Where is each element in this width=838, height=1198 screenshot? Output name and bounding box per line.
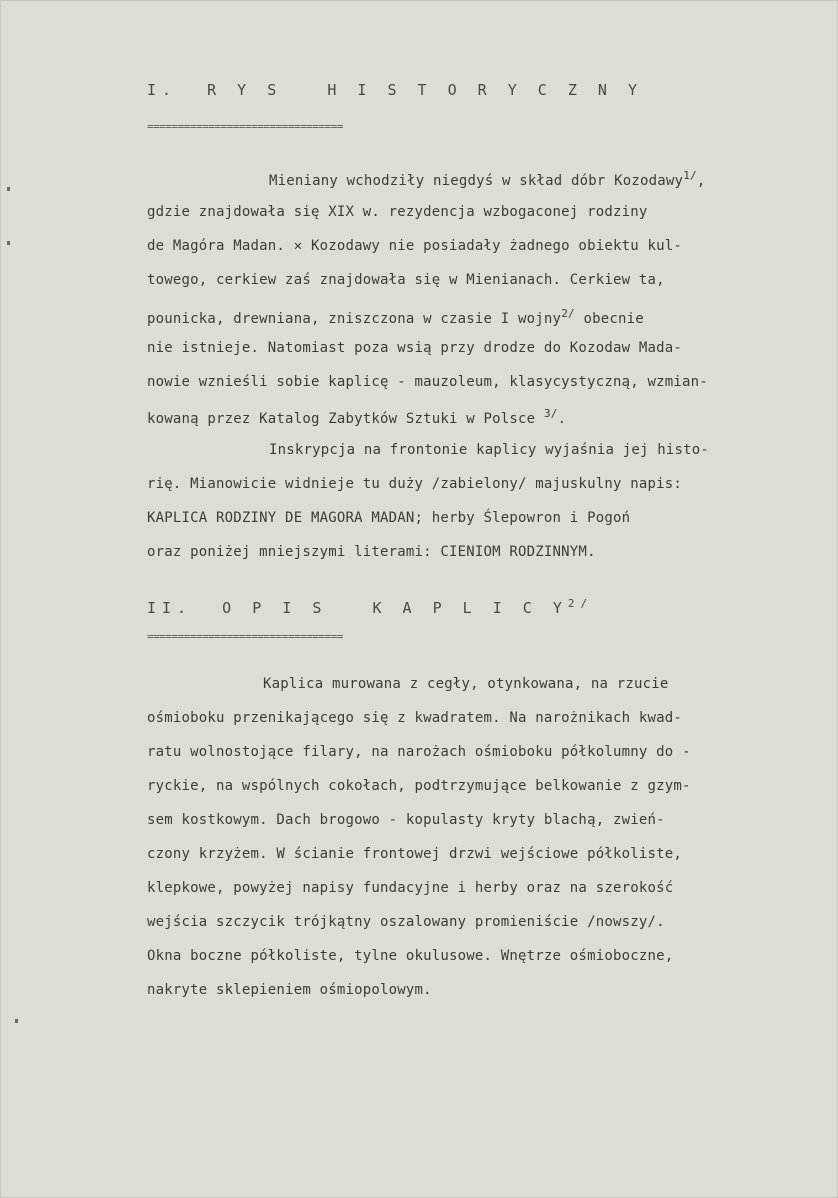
- footnote-ref-3: 3/: [543, 407, 558, 420]
- section-1-line-3: de Magóra Madan. ✕ Kozodawy nie posiadały żadnego obiektu kul-: [147, 238, 682, 254]
- text: .: [557, 411, 567, 427]
- section-2-line-9: Okna boczne półkoliste, tylne okulusowe. Wnętrze ośmioboczne,: [147, 948, 674, 964]
- section-2-line-4: ryckie, na wspólnych cokołach, podtrzymujące belkowanie z gzym-: [147, 778, 691, 794]
- section-1-line-11: KAPLICA RODZINY DE MAGORA MADAN; herby Ślepowron i Pogoń: [147, 510, 631, 526]
- section-2-line-6: czony krzyżem. W ścianie frontowej drzwi wejściowe półkoliste,: [147, 846, 682, 862]
- section-1-line-4: towego, cerkiew zaś znajdowała się w Mienianach. Cerkiew ta,: [147, 272, 665, 288]
- margin-mark: [15, 1019, 18, 1023]
- margin-mark: [7, 241, 10, 245]
- section-1-heading: I. R Y S H I S T O R Y C Z N Y: [147, 81, 644, 99]
- section-2-line-1: Kaplica murowana z cegły, otynkowana, na rzucie: [263, 676, 669, 692]
- section-2-line-5: sem kostkowym. Dach brogowo - kopulasty kryty blachą, zwień-: [147, 812, 665, 828]
- section-2-line-2: ośmioboku przenikającego się z kwadratem. Na narożnikach kwad-: [147, 710, 682, 726]
- section-1-line-6: nie istnieje. Natomiast poza wsią przy drodze do Kozodaw Mada-: [147, 340, 682, 356]
- section-1-line-9: Inskrypcja na frontonie kaplicy wyjaśnia jej histo-: [269, 442, 710, 458]
- footnote-ref-1: 1/: [683, 169, 697, 182]
- text: kowaną przez Katalog Zabytków Sztuki w Polsce: [147, 411, 536, 427]
- section-1-line-7: nowie wznieśli sobie kaplicę - mauzoleum, klasycystyczną, wzmian-: [147, 374, 708, 390]
- text: II. O P I S K A P L I C Y: [147, 599, 568, 617]
- text: ,: [696, 173, 706, 189]
- section-2-heading: [147, 595, 593, 617]
- section-2-underline: ================================: [147, 630, 343, 643]
- text: Mieniany wchodziły niegdyś w skład dóbr Kozodawy: [269, 173, 684, 189]
- section-2-line-7: klepkowe, powyżej napisy fundacyjne i herby oraz na szerokość: [147, 880, 674, 896]
- footnote-ref-2b: 2/: [567, 597, 594, 610]
- text: pounicka, drewniana, zniszczona w czasie I wojny: [147, 311, 562, 327]
- section-1-line-12: oraz poniżej mniejszymi literami: CIENIOM RODZINNYM.: [147, 544, 596, 560]
- section-2-line-10: nakryte sklepieniem ośmiopolowym.: [147, 982, 432, 998]
- section-2-line-8: wejścia szczycik trójkątny oszalowany promieniście /nowszy/.: [147, 914, 665, 930]
- section-1-line-2: gdzie znajdowała się XIX w. rezydencja wzbogaconej rodziny: [147, 204, 648, 220]
- section-1-line-1: [269, 167, 705, 190]
- section-1-line-10: rię. Mianowicie widnieje tu duży /zabielony/ majuskulny napis:: [147, 476, 682, 492]
- footnote-ref-2: 2/: [561, 307, 575, 320]
- section-1-underline: ================================: [147, 120, 343, 133]
- section-1-line-8: [147, 405, 566, 428]
- section-1-line-5: [147, 305, 644, 328]
- margin-mark: [7, 187, 10, 191]
- text: obecnie: [583, 311, 644, 327]
- section-2-line-3: ratu wolnostojące filary, na narożach ośmioboku półkolumny do -: [147, 744, 691, 760]
